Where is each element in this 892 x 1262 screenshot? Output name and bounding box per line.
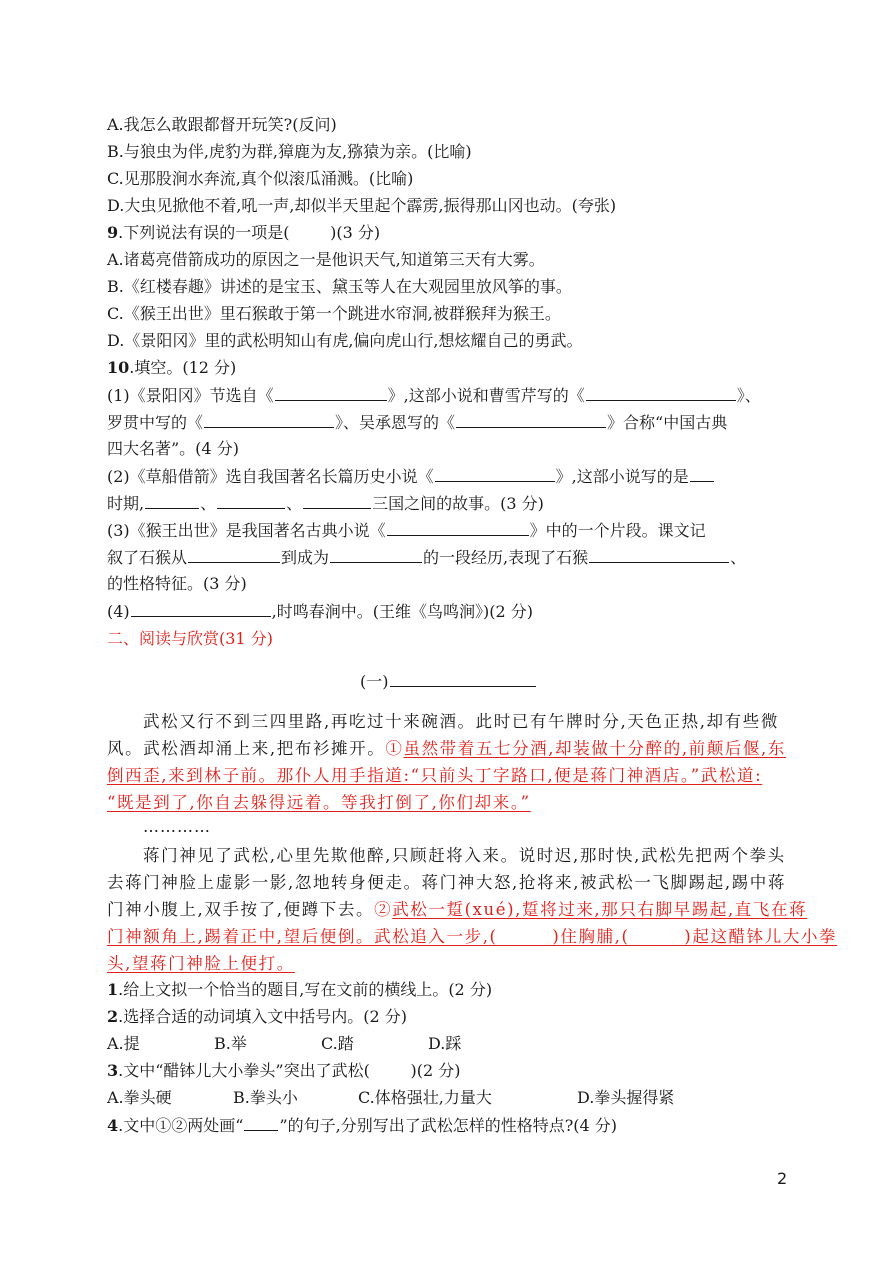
reading-q4-text-b: ”的句子,分别写出了武松怎样的性格特点?(4 分) <box>279 1116 618 1135</box>
answer-blank[interactable] <box>188 547 280 563</box>
answer-blank[interactable] <box>131 601 271 617</box>
q8-option-a: A.我怎么敢跟都督开玩笑?(反问) <box>107 115 337 134</box>
underlined-sentence-two-end: 头,望蒋门神脸上便打。 <box>107 954 295 973</box>
q10-p2-text-c: 时期, <box>107 494 145 513</box>
q10-p2-text-d: 、 <box>200 494 217 513</box>
q10-part3-line1 <box>107 520 706 541</box>
q10-p1-text-b: 》,这部小说和曹雪芹写的《 <box>387 386 585 405</box>
q8-option-b: B.与狼虫为伴,虎豹为群,獐鹿为友,猕猿为亲。(比喻) <box>107 142 472 161</box>
q10-p2-text-f: 三国之间的故事。(3 分) <box>372 494 544 513</box>
passage-title <box>360 671 537 692</box>
reading-q4-text-a: .文中①②两处画“ <box>118 1116 244 1135</box>
q9-stem <box>107 223 380 243</box>
reading-q3-option: D.拳头握得紧 <box>577 1088 675 1107</box>
q10-p4-text-b: ,时鸣春涧中。(王维《鸟鸣涧》)(2 分) <box>271 602 533 621</box>
passage-line <box>107 739 786 759</box>
reading-q3-option: C.体格强壮,力量大 <box>358 1088 492 1107</box>
reading-q4 <box>107 1115 617 1136</box>
answer-blank[interactable] <box>435 466 555 482</box>
reading-q2-option: B.举 <box>214 1034 247 1053</box>
reading-q4-number: 4 <box>107 1116 119 1135</box>
q10-p4-text-a: (4) <box>107 602 130 621</box>
reading-q3-text: .文中“醋钵儿大小拳头”突出了武松( )(2 分) <box>118 1061 461 1080</box>
q10-part4 <box>107 601 533 622</box>
underline-sample <box>244 1115 278 1131</box>
reading-q2-option: A.提 <box>107 1034 140 1053</box>
q9-number: 9 <box>107 223 119 242</box>
reading-q3-number: 3 <box>107 1061 119 1080</box>
reading-q2-option: D.踩 <box>428 1034 462 1053</box>
q10-p3-text-a: (3)《猴王出世》是我国著名古典小说《 <box>107 521 386 540</box>
underlined-sentence-one: 虽然带着五七分酒,却装做十分醉的,前颠后偃,东 <box>403 739 787 758</box>
passage-line <box>107 900 807 920</box>
answer-blank[interactable] <box>145 493 199 509</box>
page-number: 2 <box>777 1169 788 1188</box>
q9-option-b: B.《红楼春趣》讲述的是宝玉、黛玉等人在大观园里放风筝的事。 <box>107 277 572 296</box>
q10-p1-text-f: 》合称“中国古典 <box>607 413 728 432</box>
underlined-sentence-one-cont: 倒西歪,来到林子前。那仆人用手指道:“只前头丁字路口,便是蒋门神酒店。”武松道: <box>107 766 763 785</box>
marker-two: ② <box>374 900 393 919</box>
answer-blank[interactable] <box>330 547 422 563</box>
passage-line: 去蒋门神脸上虚影一影,忽地转身便走。蒋门神大怒,抢将来,被武松一飞脚踢起,踢中蒋 <box>107 873 786 892</box>
q10-p2-text-b: 》,这部小说写的是 <box>555 467 689 486</box>
reading-q1-text: .给上文拟一个恰当的题目,写在文前的横线上。(2 分) <box>118 980 493 999</box>
answer-blank[interactable] <box>586 385 736 401</box>
q10-p1-text-c: 》、 <box>736 386 761 405</box>
q10-p3-text-d: 到成为 <box>281 548 330 567</box>
reading-q3 <box>107 1061 461 1081</box>
q8-option-c: C.见那股涧水奔流,真个似滚瓜涌溅。(比喻) <box>107 169 414 188</box>
answer-blank[interactable] <box>387 520 529 536</box>
answer-blank[interactable] <box>690 466 714 482</box>
q9-option-a: A.诸葛亮借箭成功的原因之一是他识天气,知道第三天有大雾。 <box>107 250 545 269</box>
passage-line: 蒋门神见了武松,心里先欺他醉,只顾赶将入来。说时迟,那时快,武松先把两个拳头 <box>143 846 786 865</box>
passage-text: 风。武松酒却涌上来,把布衫摊开。 <box>107 739 386 758</box>
q10-part2-line1 <box>107 466 715 487</box>
reading-q3-option: B.拳头小 <box>233 1088 298 1107</box>
underlined-sentence-two: 武松一踅(xué),踅将过来,那只右脚早踢起,直飞在蒋 <box>392 900 808 919</box>
q10-text: .填空。(12 分) <box>129 358 237 377</box>
reading-q2-option: C.踏 <box>321 1034 354 1053</box>
title-answer-blank[interactable] <box>390 671 536 687</box>
answer-blank[interactable] <box>275 385 387 401</box>
q10-p3-text-b: 》中的一个片段。课文记 <box>529 521 706 540</box>
q9-option-d: D.《景阳冈》里的武松明知山有虎,偏向虎山行,想炫耀自己的勇武。 <box>107 331 583 350</box>
reading-q2 <box>107 1007 407 1027</box>
q9-option-c: C.《猴王出世》里石猴敢于第一个跳进水帘洞,被群猴拜为猴王。 <box>107 304 561 323</box>
q10-part3-line3: 的性格特征。(3 分) <box>107 574 247 593</box>
section-heading: 二、阅读与欣赏(31 分) <box>107 629 273 648</box>
ellipsis: ………… <box>143 817 211 836</box>
q10-part1-line3: 四大名著”。(4 分) <box>107 439 239 458</box>
q10-part2-line2 <box>107 493 544 514</box>
underlined-sentence-one-end: “既是到了,你自去躲得远着。等我打倒了,你们却来。” <box>107 793 531 812</box>
passage-line: 武松又行不到三四里路,再吃过十来碗酒。此时已有午牌时分,天色正热,却有些微 <box>143 712 779 731</box>
answer-blank[interactable] <box>204 412 334 428</box>
answer-blank[interactable] <box>217 493 285 509</box>
answer-blank[interactable] <box>303 493 371 509</box>
q10-part1-line2 <box>107 412 727 433</box>
q9-text: .下列说法有误的一项是( )(3 分) <box>118 223 381 242</box>
q10-p3-text-e: 的一段经历,表现了石猴 <box>423 548 589 567</box>
passage-text: 门神小腹上,双手按了,便蹲下去。 <box>107 900 375 919</box>
q10-stem <box>107 358 236 378</box>
q10-p1-text-e: 》、吴承恩写的《 <box>335 413 456 432</box>
reading-q1 <box>107 980 492 1000</box>
q10-p3-text-c: 叙了石猴从 <box>107 548 188 567</box>
q10-p2-text-a: (2)《草船借箭》选自我国著名长篇历史小说《 <box>107 467 434 486</box>
answer-blank[interactable] <box>456 412 606 428</box>
reading-q1-number: 1 <box>107 980 119 999</box>
underlined-sentence-two-cont: 门神额角上,踢着正中,望后便倒。武松追入一步,( )住胸脯,( )起这醋钵儿大小拳 <box>107 927 838 946</box>
q10-part3-line2 <box>107 547 746 568</box>
passage-title-label: (一) <box>360 672 389 691</box>
q10-p1-text-a: (1)《景阳冈》节选自《 <box>107 386 274 405</box>
q8-option-d: D.大虫见掀他不着,吼一声,却似半天里起个霹雳,振得那山冈也动。(夸张) <box>107 196 617 215</box>
reading-q2-number: 2 <box>107 1007 119 1026</box>
q10-number: 10 <box>107 358 130 377</box>
reading-q3-option: A.拳头硬 <box>107 1088 172 1107</box>
q10-p3-text-f: 、 <box>730 548 747 567</box>
q10-p2-text-e: 、 <box>286 494 303 513</box>
reading-q2-text: .选择合适的动词填入文中括号内。(2 分) <box>118 1007 407 1026</box>
marker-one: ① <box>385 739 404 758</box>
q10-part1-line1 <box>107 385 761 406</box>
answer-blank[interactable] <box>589 547 729 563</box>
q10-p1-text-d: 罗贯中写的《 <box>107 413 204 432</box>
